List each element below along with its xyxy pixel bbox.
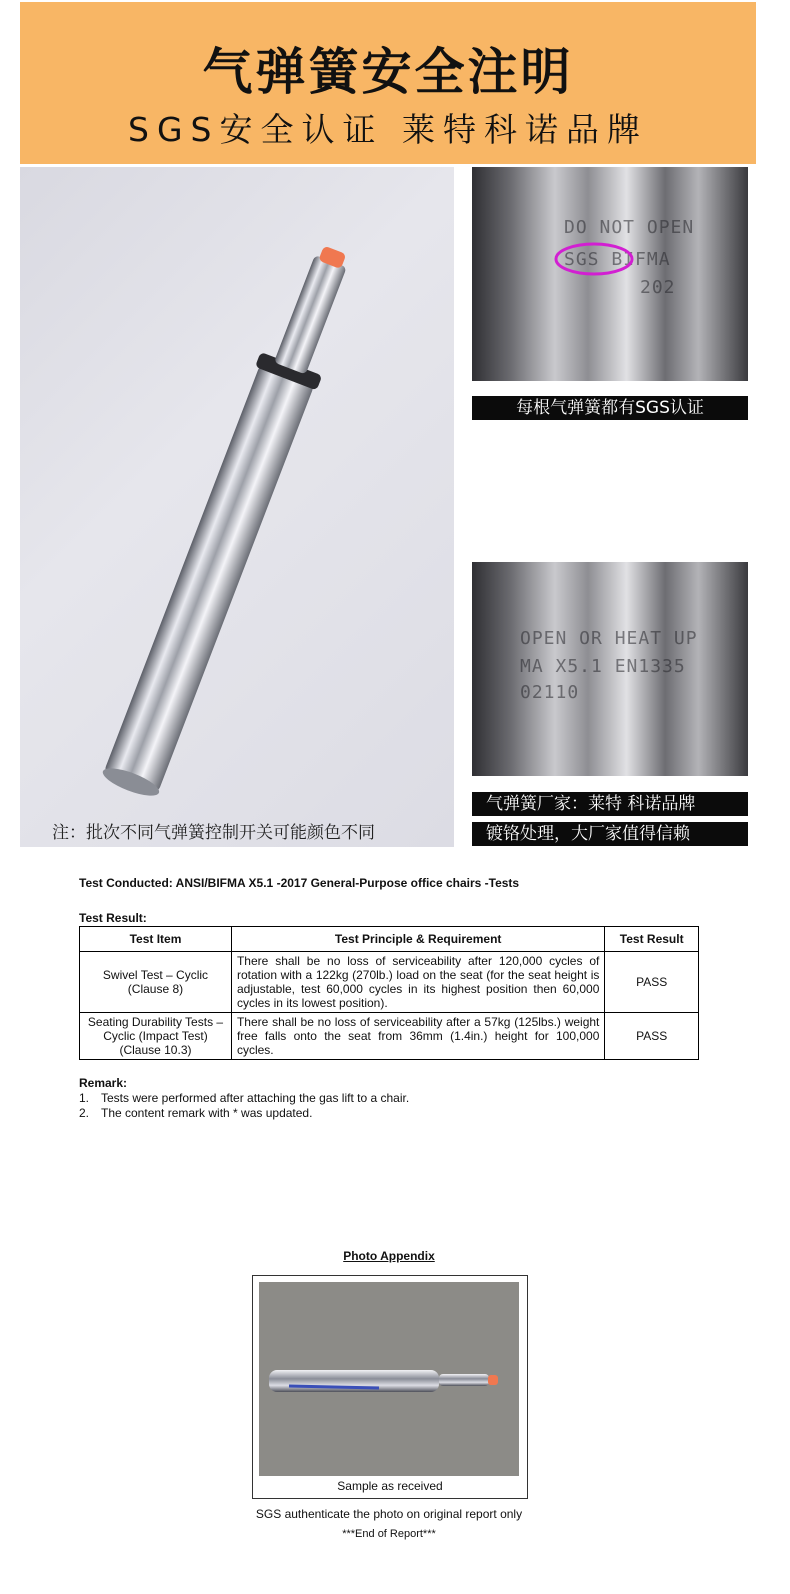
sgs-highlight-circle <box>472 167 748 381</box>
table-header-row <box>80 927 699 952</box>
sgs-authenticate-note: SGS authenticate the photo on original report only <box>255 1507 523 1521</box>
gas-spring-photo <box>20 167 454 847</box>
remark-item <box>79 1106 409 1121</box>
header-banner <box>20 2 756 164</box>
result-cell: PASS <box>605 952 699 1013</box>
sgs-caption: 每根气弹簧都有SGS认证 <box>472 396 748 420</box>
test-conducted: Test Conducted: ANSI/BIFMA X5.1 -2017 General-Purpose office chairs -Tests <box>79 876 520 890</box>
test-item-cell: Seating Durability Tests – Cyclic (Impact Test) (Clause 10.3) <box>80 1013 232 1060</box>
remark-number: 2. <box>79 1106 90 1120</box>
sample-gas-spring-illustration <box>259 1282 519 1476</box>
engraving-line: MA X5.1 EN1335 <box>520 656 686 677</box>
requirement-cell: There shall be no loss of serviceability after 120,000 cycles of rotation with a 122kg (270lb.) load on the seat (for the seat height is adjustable, test 60,000 cycles in its highest position then 60,000 cycles in its lowest position). <box>231 952 604 1013</box>
remark-text: Tests were performed after attaching the gas lift to a chair. <box>101 1091 410 1105</box>
test-results-table <box>79 926 699 1060</box>
photo-appendix-title: Photo Appendix <box>343 1249 435 1263</box>
test-item-cell: Swivel Test – Cyclic (Clause 8) <box>80 952 232 1013</box>
gas-spring-illustration <box>20 167 454 847</box>
engraving-line: 02110 <box>520 682 580 703</box>
banner-title: 气弹簧安全注明 <box>202 43 574 101</box>
test-result-label: Test Result: <box>79 911 147 925</box>
manufacturer-caption: 气弹簧厂家：莱特 科诺品牌 <box>472 792 748 816</box>
sgs-engraving-closeup <box>472 167 748 381</box>
appendix-sample-photo <box>259 1282 519 1476</box>
manufacturer-engraving-closeup <box>472 562 748 776</box>
header-test-result: Test Result <box>605 927 699 952</box>
remark-label: Remark: <box>79 1076 128 1090</box>
batch-color-note: 注：批次不同气弹簧控制开关可能颜色不同 <box>52 823 375 843</box>
engraving-line: SGS BIFMA <box>564 249 671 270</box>
remark-number: 1. <box>79 1091 90 1105</box>
engraving-line: 202 <box>640 277 676 298</box>
result-cell: PASS <box>605 1013 699 1060</box>
table-row <box>80 1013 699 1060</box>
header-test-principle: Test Principle & Requirement <box>231 927 604 952</box>
appendix-caption: Sample as received <box>337 1479 443 1493</box>
engraving-line: OPEN OR HEAT UP <box>520 628 698 649</box>
remarks <box>79 1076 409 1121</box>
chrome-caption: 镀铬处理，大厂家值得信赖 <box>472 822 748 846</box>
table-row <box>80 952 699 1013</box>
banner-subtitle: SGS安全认证 莱特科诺品牌 <box>128 110 648 149</box>
requirement-cell: There shall be no loss of serviceability after a 57kg (125lbs.) weight free falls onto the seat from 36mm (1.4in.) height for 100,000 cycles. <box>231 1013 604 1060</box>
end-of-report: ***End of Report*** <box>342 1528 436 1540</box>
remark-text: The content remark with * was updated. <box>101 1106 313 1120</box>
engraving-line: DO NOT OPEN <box>564 217 695 238</box>
header-test-item: Test Item <box>80 927 232 952</box>
remark-item <box>79 1091 409 1106</box>
